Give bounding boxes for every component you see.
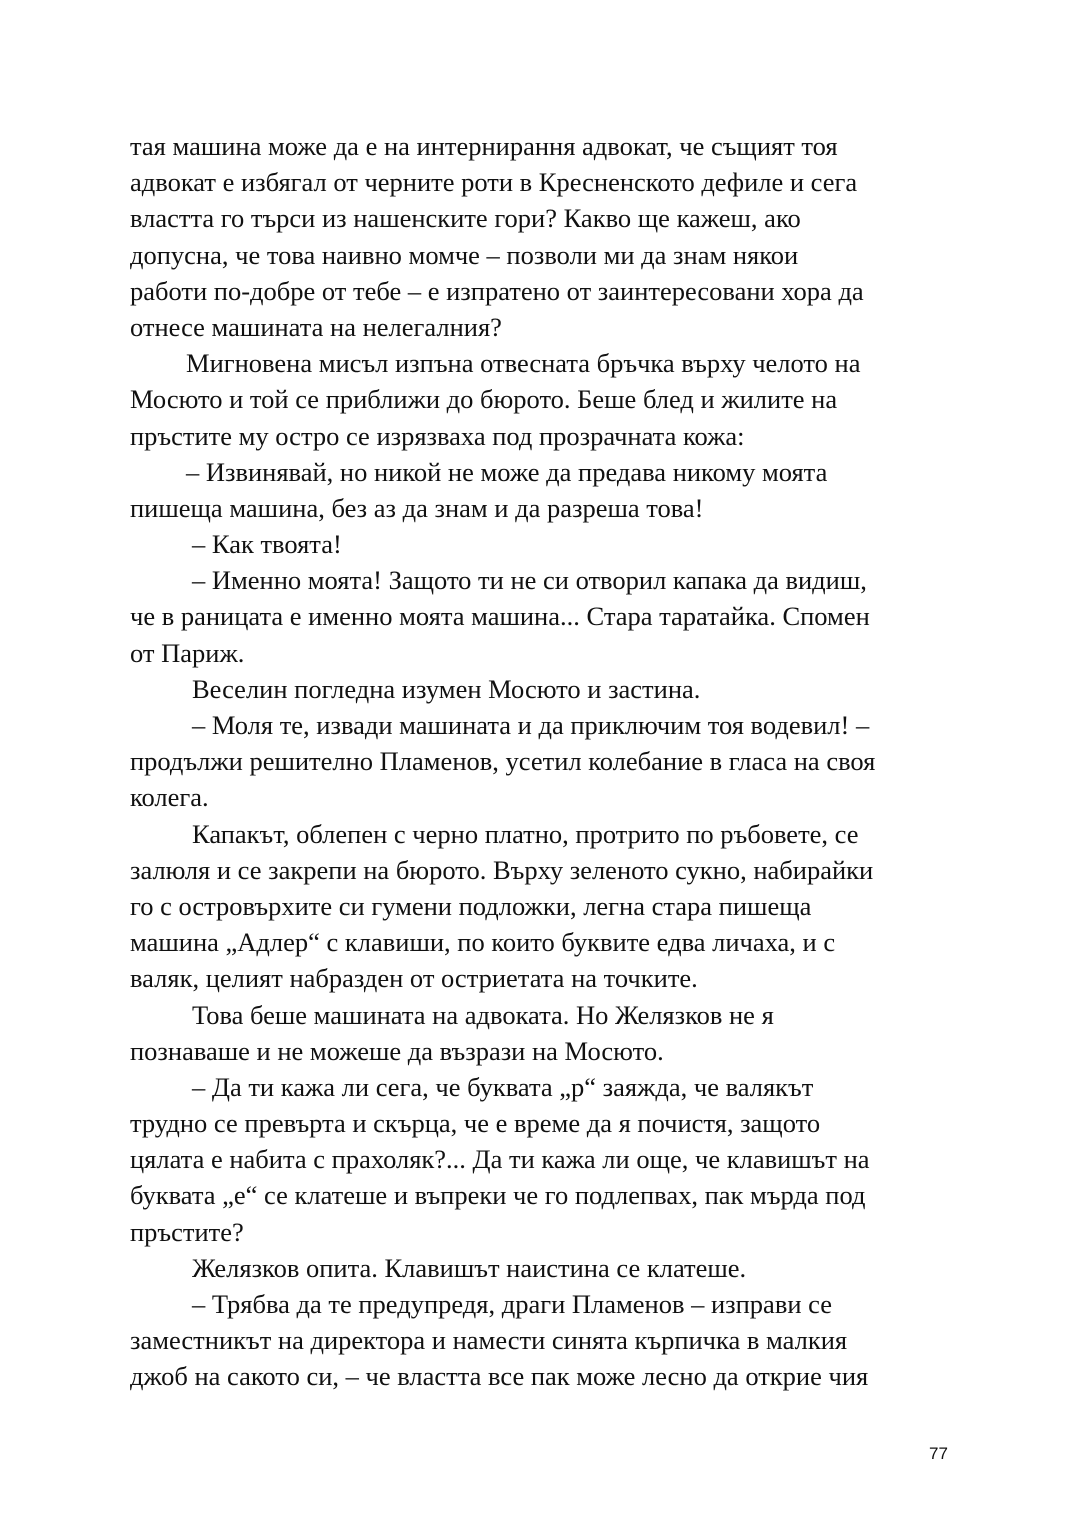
- text-line: продължи решително Пламенов, усетил колебание в гласа на своя: [130, 746, 876, 777]
- text-line: Това беше машината на адвоката. Но Желязков не я: [192, 999, 774, 1030]
- text-line: тая машина може да е на интернирання адвокат, че същият тоя: [130, 131, 838, 161]
- text-line: залюля и се закрепи на бюрото. Върху зеленото сукно, набирайки: [130, 854, 874, 885]
- text-line: цялата е набита с прахоляк?... Да ти кажа ли още, че клавишът на: [130, 1144, 870, 1175]
- text-line: – Именно моята! Защото ти не си отворил капака да видиш,: [192, 565, 867, 596]
- text-line: – Извинявай, но никой не може да предава никому моята: [186, 456, 828, 487]
- text-line: – Да ти кажа ли сега, че буквата „р“ заяжда, че валякът: [192, 1071, 814, 1102]
- text-line: допусна, че това наивно момче – позволи ми да знам някои: [130, 239, 799, 270]
- text-line: работи по-добре от тебе – е изпратено от заинтересовани хора да: [130, 275, 864, 306]
- text-line: колега.: [130, 782, 209, 813]
- text-line: – Как твоята!: [192, 529, 342, 560]
- body-text: [130, 128, 950, 1395]
- text-line: Мосюто и той се приближи до бюрото. Беше блед и жилите на: [130, 384, 838, 415]
- text-line: адвокат е избягал от черните роти в Кресненското дефиле и сега: [130, 167, 858, 198]
- text-line: Капакът, облепен с черно платно, протрито по ръбовете, се: [192, 818, 859, 849]
- text-line: властта го търси из нашенските гори? Какво ще кажеш, ако: [130, 203, 801, 234]
- text-line: джоб на сакото си, – че властта все пак може лесно да открие чия: [130, 1361, 869, 1392]
- text-line: пръстите му остро се изрязваха под прозрачната кожа:: [130, 420, 745, 451]
- text-line: познаваше и не можеше да възрази на Мосюто.: [130, 1035, 664, 1066]
- text-line: валяк, целият набразден от остриетата на точките.: [130, 963, 698, 994]
- text-line: – Моля те, извади машината и да приключим тоя водевил! –: [192, 710, 870, 740]
- text-line: – Трябва да те предупредя, драги Пламенов – изправи се: [192, 1289, 832, 1319]
- text-line: Веселин погледна изумен Мосюто и застина.: [192, 673, 701, 704]
- text-line: че в раницата е именно моята машина... Стара таратайка. Спомен: [130, 601, 870, 632]
- text-line: пишеща машина, без аз да знам и да разреша това!: [130, 492, 704, 523]
- text-line: машина „Адлер“ с клавиши, по които буквите едва личаха, и с: [130, 927, 836, 958]
- text-line: буквата „е“ се клатеше и въпреки че го подлепвах, пак мърда под: [130, 1180, 866, 1211]
- text-line: пръстите?: [130, 1216, 244, 1247]
- text-line: Мигновена мисъл изпъна отвесната бръчка върху челото на: [186, 348, 861, 379]
- text-line: Желязков опита. Клавишът наистина се клатеше.: [192, 1252, 747, 1283]
- text-line: трудно се превърта и скърца, че е време да я почистя, защото: [130, 1108, 821, 1139]
- text-line: го с островърхите си гумени подложки, легна стара пишеща: [130, 890, 812, 921]
- text-line: заместникът на директора и намести синята кърпичка в малкия: [130, 1325, 848, 1356]
- text-line: отнесе машината на нелегалния?: [130, 311, 502, 342]
- text-line: от Париж.: [130, 637, 245, 668]
- page-number: 77: [929, 1444, 948, 1463]
